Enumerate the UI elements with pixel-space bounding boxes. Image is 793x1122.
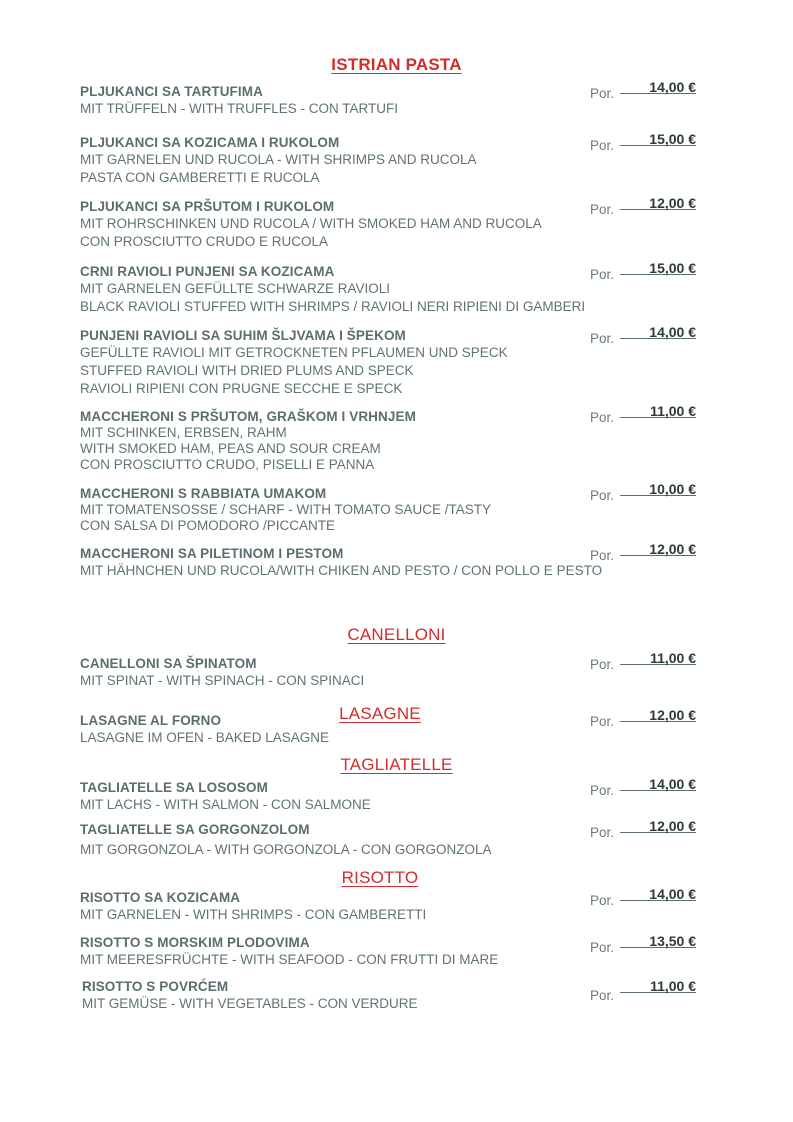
dish-description: MIT LACHS - WITH SALMON - CON SALMONE <box>80 797 371 812</box>
dish-description: WITH SMOKED HAM, PEAS AND SOUR CREAM <box>80 441 381 456</box>
dish-description: PASTA CON GAMBERETTI E RUCOLA <box>80 170 320 185</box>
dish-description: LASAGNE IM OFEN - BAKED LASAGNE <box>80 730 330 745</box>
dish-name: CRNI RAVIOLI PUNJENI SA KOZICAMA <box>80 264 335 279</box>
dish-description: MIT SPINAT - WITH SPINACH - CON SPINACI <box>80 673 365 688</box>
price-tag <box>590 324 700 348</box>
dish-name: TAGLIATELLE SA GORGONZOLOM <box>80 822 310 837</box>
price-amount: 13,50 € <box>649 933 696 949</box>
dish-description: BLACK RAVIOLI STUFFED WITH SHRIMPS / RAVIOLI NERI RIPIENI DI GAMBERI <box>80 299 586 314</box>
price-tag <box>590 776 700 800</box>
menu-item <box>80 655 580 690</box>
dish-name: MACCHERONI SA PILETINOM I PESTOM <box>80 546 344 561</box>
dish-description: CON SALSA DI POMODORO /PICCANTE <box>80 518 336 533</box>
dish-name: PUNJENI RAVIOLI SA SUHIM ŠLJVAMA I ŠPEKOM <box>80 328 406 343</box>
dish-description: MIT TOMATENSOSSE / SCHARF - WITH TOMATO SAUCE /TASTY <box>80 502 492 517</box>
price-tag <box>590 818 700 842</box>
dish-description: MIT HÄHNCHEN UND RUCOLA/WITH CHIKEN AND PESTO / CON POLLO E PESTO <box>80 563 603 578</box>
portion-label: Por. <box>590 783 615 798</box>
dish-description: MIT SCHINKEN, ERBSEN, RAHM <box>80 425 287 440</box>
price-tag <box>590 403 700 427</box>
section-heading-canelloni: CANELLONI <box>347 625 446 644</box>
dish-description: MIT ROHRSCHINKEN UND RUCOLA / WITH SMOKED HAM AND RUCOLA <box>80 216 542 231</box>
section-heading-lasagne: LASAGNE <box>339 704 421 723</box>
price-amount: 11,00 € <box>650 978 696 994</box>
dish-name: TAGLIATELLE SA LOSOSOM <box>80 780 268 795</box>
section-heading-tagliatelle: TAGLIATELLE <box>340 755 453 774</box>
price-tag <box>590 933 700 957</box>
price-tag <box>590 541 700 565</box>
price-tag <box>590 886 700 910</box>
dish-name: PLJUKANCI SA KOZICAMA I RUKOLOM <box>80 135 340 150</box>
price-tag <box>590 650 700 674</box>
price-amount: 14,00 € <box>649 324 696 340</box>
price-amount: 10,00 € <box>649 481 696 497</box>
portion-label: Por. <box>590 86 615 101</box>
portion-label: Por. <box>590 714 615 729</box>
dish-description: MIT GARNELEN - WITH SHRIMPS - CON GAMBERETTI <box>80 907 427 922</box>
price-amount: 15,00 € <box>649 131 696 147</box>
menu-item <box>80 712 580 747</box>
portion-label: Por. <box>590 988 615 1003</box>
dish-name: RISOTTO S MORSKIM PLODOVIMA <box>80 935 310 950</box>
portion-label: Por. <box>590 893 615 908</box>
dish-description: MIT MEERESFRÜCHTE - WITH SEAFOOD - CON FRUTTI DI MARE <box>80 952 499 967</box>
menu-item <box>82 978 582 1013</box>
menu-item <box>80 889 580 924</box>
portion-label: Por. <box>590 267 615 282</box>
portion-label: Por. <box>590 331 615 346</box>
menu-item <box>80 821 580 859</box>
dish-name: RISOTTO SA KOZICAMA <box>80 890 241 905</box>
price-amount: 12,00 € <box>649 818 696 834</box>
dish-name: MACCHERONI S RABBIATA UMAKOM <box>80 486 327 501</box>
menu-item <box>80 83 580 118</box>
dish-name: PLJUKANCI SA TARTUFIMA <box>80 84 263 99</box>
price-amount: 12,00 € <box>649 195 696 211</box>
price-tag <box>590 481 700 505</box>
dish-description: STUFFED RAVIOLI WITH DRIED PLUMS AND SPECK <box>80 363 414 378</box>
menu-item <box>80 263 586 316</box>
price-amount: 14,00 € <box>649 886 696 902</box>
menu-item <box>80 485 580 534</box>
dish-name: CANELLONI SA ŠPINATOM <box>80 656 257 671</box>
price-tag <box>590 131 700 155</box>
price-amount: 12,00 € <box>649 707 696 723</box>
menu-item <box>80 934 580 969</box>
portion-label: Por. <box>590 825 615 840</box>
price-amount: 12,00 € <box>649 541 696 557</box>
price-tag <box>590 260 700 284</box>
portion-label: Por. <box>590 548 615 563</box>
dish-description: MIT GEMÜSE - WITH VEGETABLES - CON VERDURE <box>82 996 418 1011</box>
section-heading-risotto: RISOTTO <box>341 868 419 887</box>
dish-description: CON PROSCIUTTO CRUDO E RUCOLA <box>80 234 329 249</box>
price-tag <box>590 79 700 103</box>
price-amount: 14,00 € <box>649 776 696 792</box>
price-amount: 11,00 € <box>650 650 696 666</box>
dish-description: CON PROSCIUTTO CRUDO, PISELLI E PANNA <box>80 457 375 472</box>
dish-description: MIT TRÜFFELN - WITH TRUFFLES - CON TARTUFI <box>80 101 399 116</box>
menu-item <box>80 198 580 251</box>
price-tag <box>590 195 700 219</box>
portion-label: Por. <box>590 202 615 217</box>
portion-label: Por. <box>590 657 615 672</box>
dish-name: PLJUKANCI SA PRŠUTOM I RUKOLOM <box>80 199 335 214</box>
menu-item <box>80 779 580 814</box>
dish-description: MIT GARNELEN UND RUCOLA - WITH SHRIMPS AND RUCOLA <box>80 152 477 167</box>
dish-name: LASAGNE AL FORNO <box>80 713 222 728</box>
price-amount: 14,00 € <box>649 79 696 95</box>
menu-item <box>80 327 580 398</box>
price-amount: 15,00 € <box>649 260 696 276</box>
dish-name: RISOTTO S POVRĆEM <box>82 979 229 994</box>
portion-label: Por. <box>590 138 615 153</box>
portion-label: Por. <box>590 488 615 503</box>
menu-item <box>80 408 580 473</box>
dish-name: MACCHERONI S PRŠUTOM, GRAŠKOM I VRHNJEM <box>80 409 416 424</box>
menu-item <box>80 134 580 187</box>
price-tag <box>590 978 700 1003</box>
dish-description: MIT GORGONZOLA - WITH GORGONZOLA - CON GORGONZOLA <box>80 842 492 857</box>
dish-description: GEFÜLLTE RAVIOLI MIT GETROCKNETEN PFLAUMEN UND SPECK <box>80 345 508 360</box>
dish-description: RAVIOLI RIPIENI CON PRUGNE SECCHE E SPECK <box>80 381 403 396</box>
price-tag <box>590 707 700 731</box>
dish-description: MIT GARNELEN GEFÜLLTE SCHWARZE RAVIOLI <box>80 281 391 296</box>
portion-label: Por. <box>590 410 615 425</box>
price-amount: 11,00 € <box>650 403 696 419</box>
section-heading-istrian-pasta: ISTRIAN PASTA <box>331 55 462 74</box>
portion-label: Por. <box>590 940 615 955</box>
